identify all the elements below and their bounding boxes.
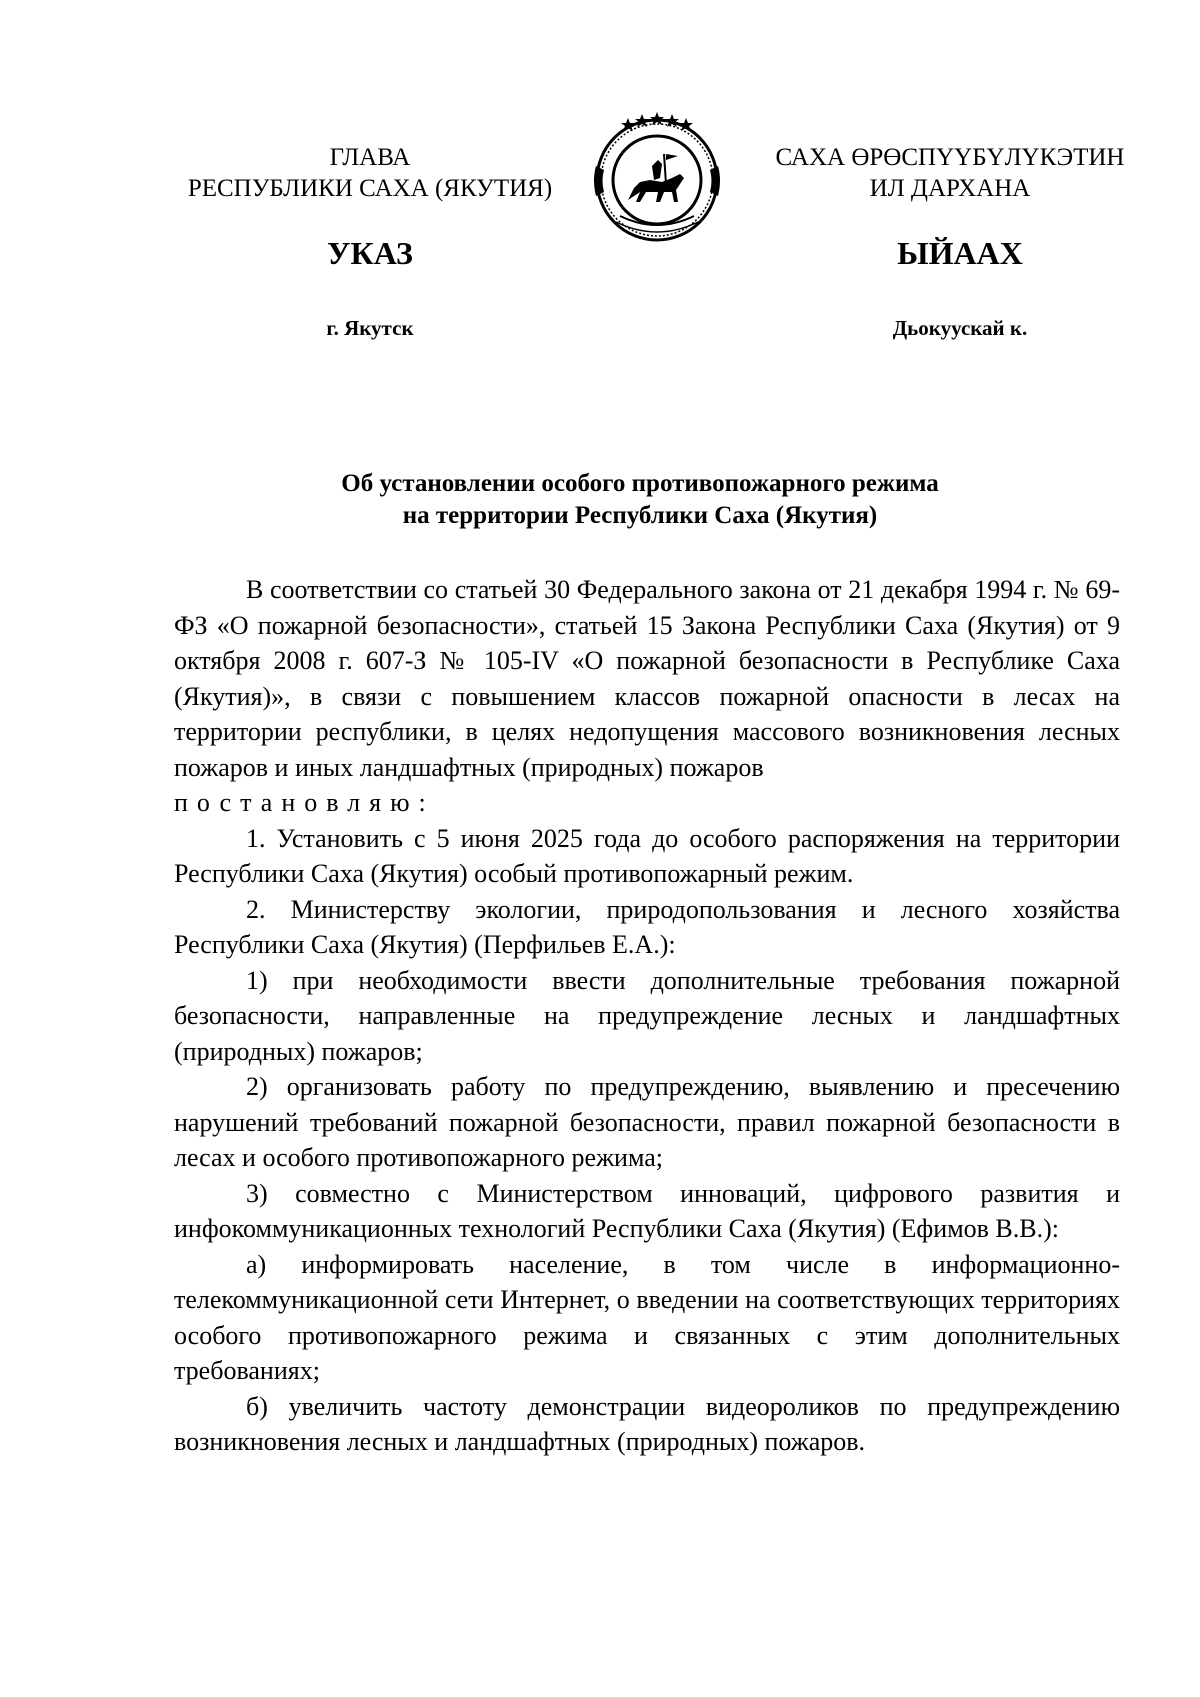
paragraph-1: 1. Установить с 5 июня 2025 года до особого распоряжения на территории Республики Саха (Якутия) особый противопожарный режим. bbox=[174, 823, 1120, 888]
city-ru: г. Якутск bbox=[326, 316, 414, 340]
city-sah: Дьокуускай к. bbox=[892, 316, 1028, 340]
doc-type-ru: УКАЗ bbox=[327, 235, 413, 271]
paragraph-2-3: 3) совместно с Министерством инноваций, цифрового развития и инфокоммуникационных технологий Республики Саха (Якутия) (Ефимов В.В.): bbox=[174, 1178, 1120, 1243]
paragraph-2: 2. Министерству экологии, природопользования и лесного хозяйства Республики Саха (Якутия) (Перфильев Е.А.): bbox=[174, 894, 1120, 959]
decree-word: постановляю: bbox=[174, 788, 435, 817]
document-body bbox=[174, 572, 1120, 1460]
preamble: В соответствии со статьей 30 Федерального закона от 21 декабря 1994 г. № 69-ФЗ «О пожарной безопасности», статьей 15 Закона Республики Саха (Якутия) от 9 октября 2008 г. 607-З № 105-IV «О пожарной безопасности в Республике Саха (Якутия)», в связи с повышением классов пожарной опасности в лесах на территории республики, в целях недопущения массового возникновения лесных пожаров и иных ландшафтных (природных) пожаров bbox=[174, 575, 1120, 782]
document-title-line-2: на территории Республики Саха (Якутия) bbox=[402, 502, 878, 529]
paragraph-2-2: 2) организовать работу по предупреждению, выявлению и пресечению нарушений требований пожарной безопасности, правил пожарной безопасности в лесах и особого противопожарного режима; bbox=[174, 1072, 1120, 1172]
document-title bbox=[160, 468, 1120, 532]
paragraph-2-3-b: б) увеличить частоту демонстрации видеороликов по предупреждению возникновения лесных и ландшафтных (природных) пожаров. bbox=[174, 1391, 1120, 1456]
paragraph-2-1: 1) при необходимости ввести дополнительные требования пожарной безопасности, направленные на предупреждение лесных и ландшафтных (природных) пожаров; bbox=[174, 965, 1120, 1066]
header-left-line-1: ГЛАВА bbox=[329, 144, 411, 171]
header-right-line-2: ИЛ ДАРХАНА bbox=[869, 175, 1031, 202]
coat-of-arms-sakha-icon bbox=[588, 108, 726, 246]
paragraph-2-3-a: а) информировать население, в том числе в информационно-телекоммуникационной сети Интернет, о введении на соответствующих территориях особого противопожарного режима и связанных с этим дополнительных требованиях; bbox=[174, 1249, 1120, 1385]
header-right bbox=[760, 142, 1140, 204]
doc-type-sah: ЫЙААХ bbox=[897, 235, 1023, 271]
header-left bbox=[160, 142, 580, 204]
header-right-line-1: САХА ӨРӨСПҮҮБҮЛҮКЭТИН bbox=[775, 144, 1125, 171]
document-title-line-1: Об установлении особого противопожарного режима bbox=[341, 470, 939, 497]
header-left-line-2: РЕСПУБЛИКИ САХА (ЯКУТИЯ) bbox=[187, 175, 553, 202]
